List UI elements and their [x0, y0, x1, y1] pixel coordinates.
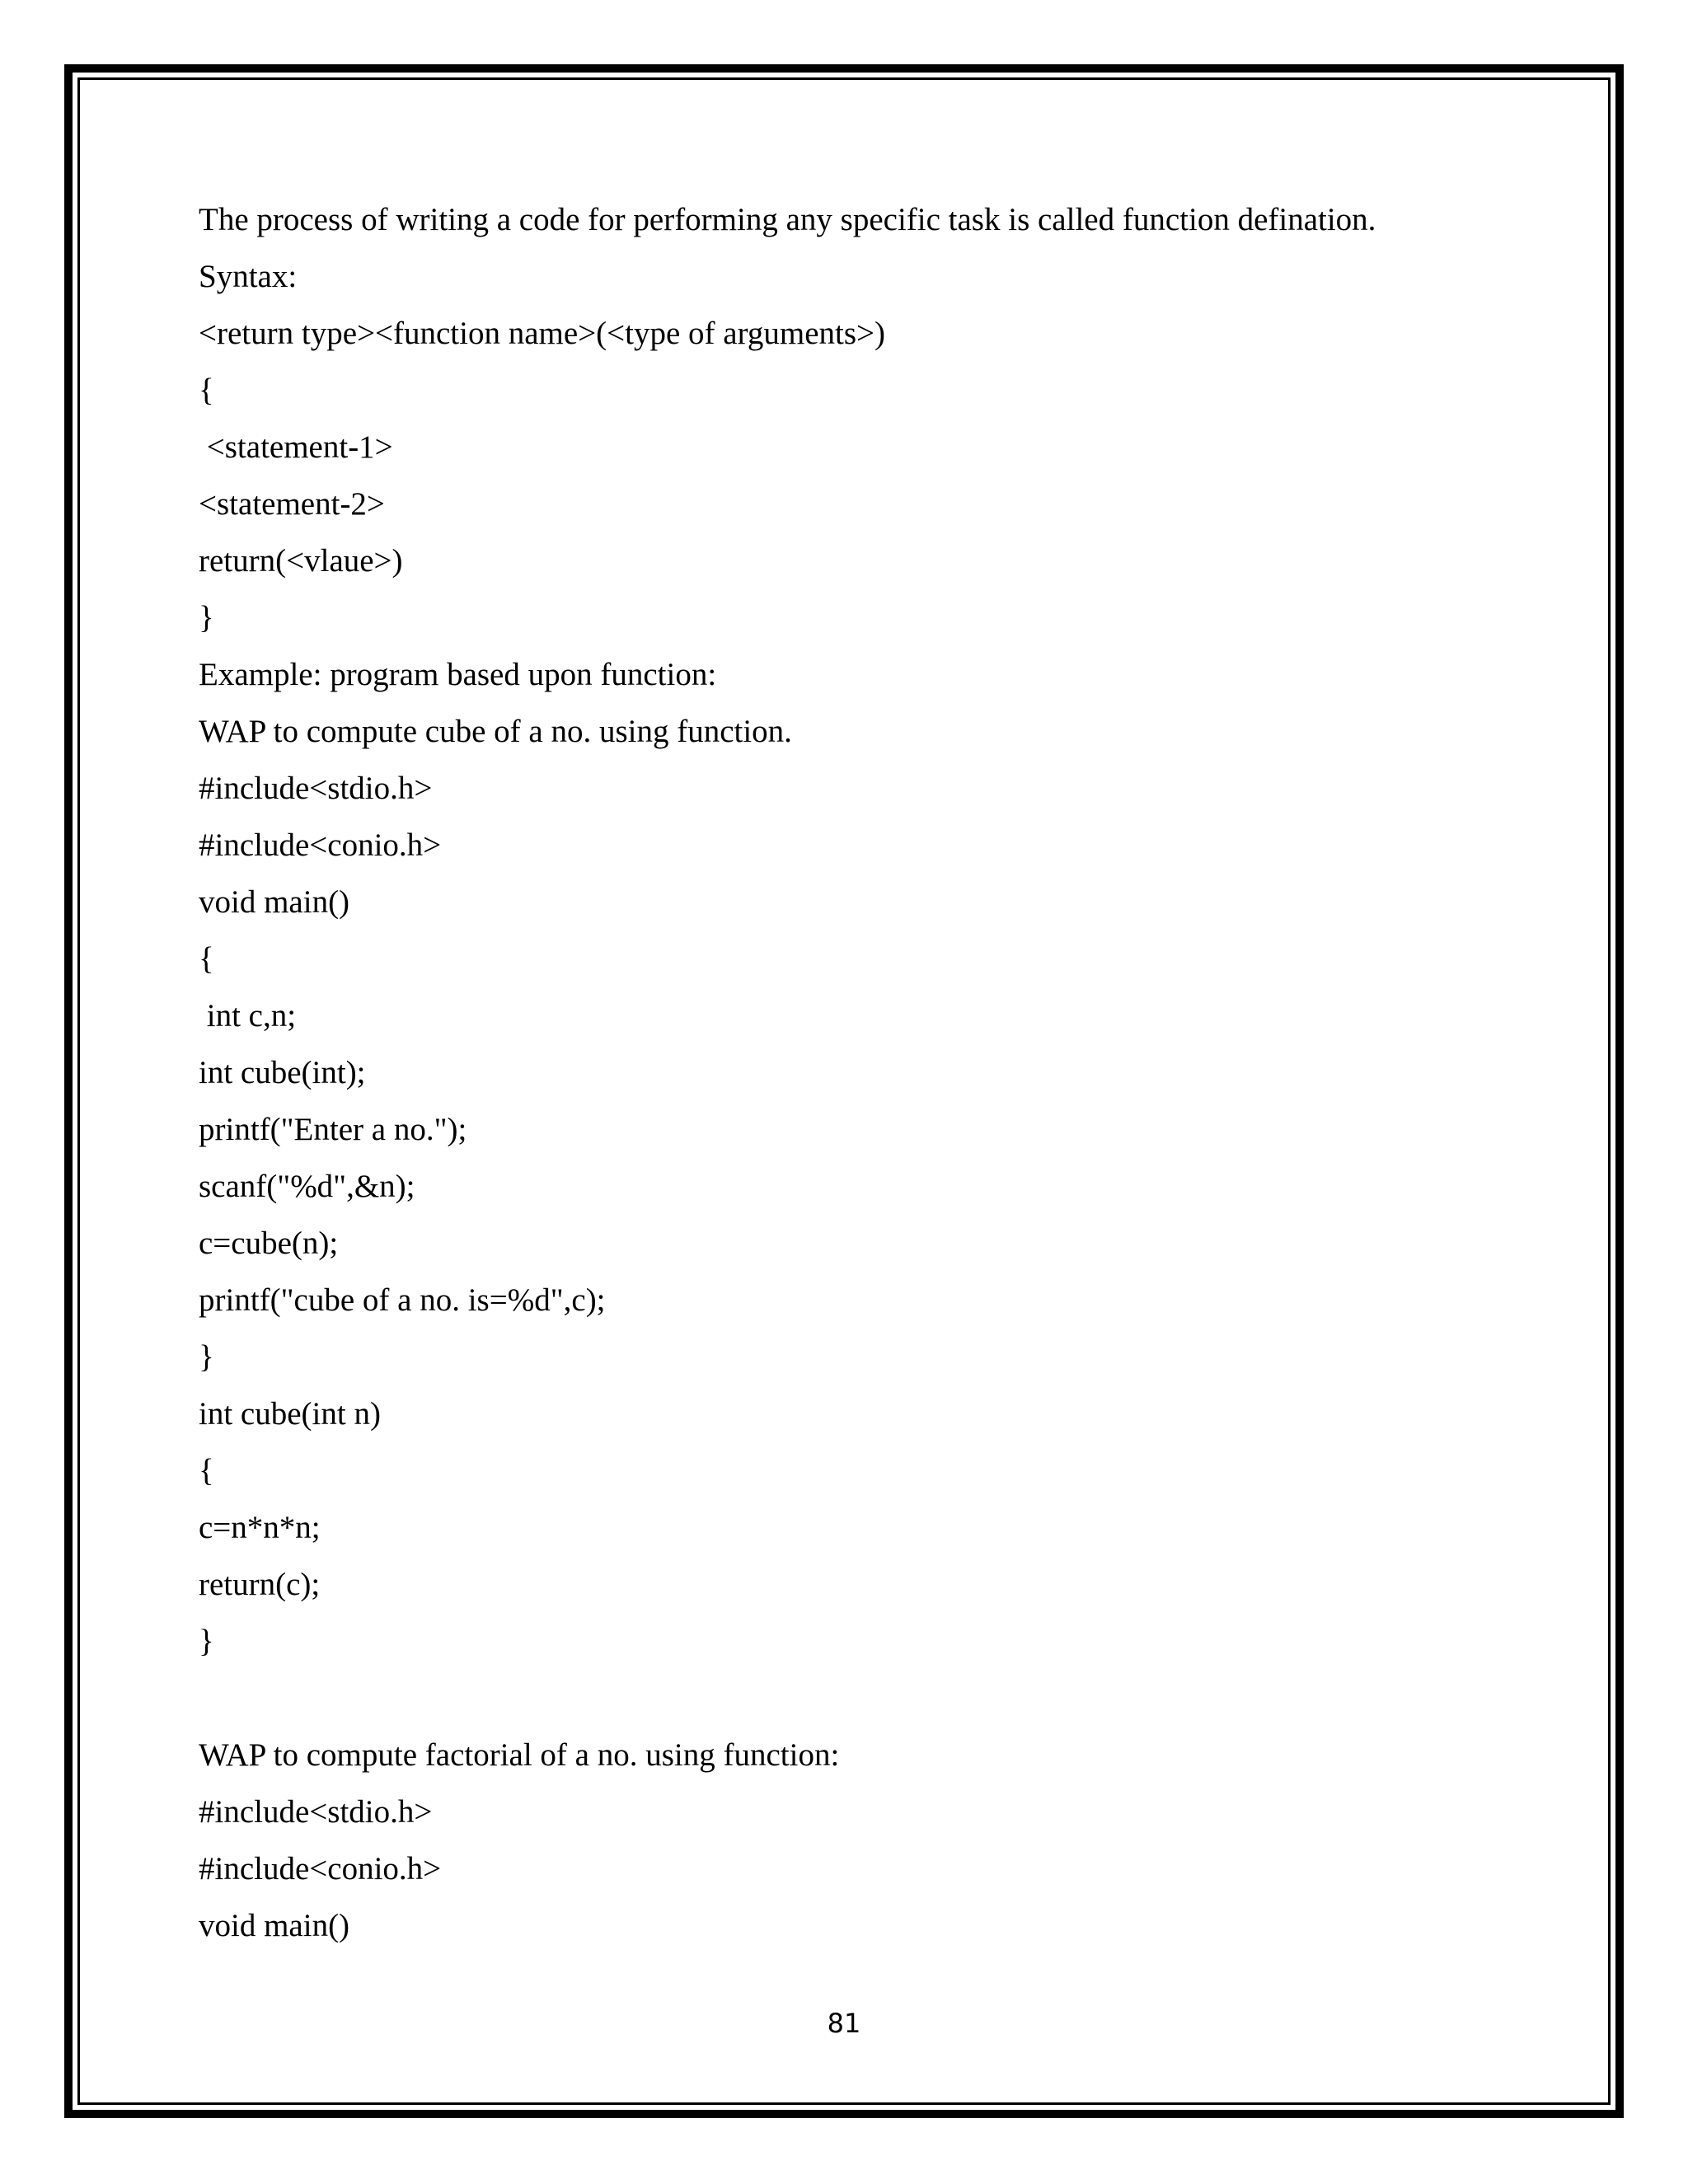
code-line: { [199, 373, 214, 408]
code-line: int c,n; [199, 998, 297, 1033]
text-line: Example: program based upon function: [199, 657, 717, 692]
text-line: Syntax: [199, 259, 298, 294]
code-line: <statement-1> [199, 429, 393, 465]
code-line: #include<stdio.h> [199, 771, 433, 806]
page-number: 81 [827, 2008, 861, 2039]
page-content [199, 191, 1484, 1954]
text-line: WAP to compute cube of a no. using function. [199, 714, 792, 749]
code-line: { [199, 1453, 214, 1488]
code-line: printf("cube of a no. is=%d",c); [199, 1282, 606, 1318]
text-line: WAP to compute factorial of a no. using function: [199, 1737, 840, 1773]
code-line: int cube(int); [199, 1055, 366, 1090]
code-line: c=cube(n); [199, 1226, 339, 1261]
code-line: } [199, 1624, 214, 1659]
code-line: #include<conio.h> [199, 827, 442, 863]
text-line: The process of writing a code for performing any specific task is called function defination. [199, 202, 1376, 237]
code-line: } [199, 600, 214, 635]
code-line: <statement-2> [199, 486, 385, 522]
code-line: scanf("%d",&n); [199, 1169, 415, 1204]
code-line: void main() [199, 1908, 350, 1943]
code-line: #include<conio.h> [199, 1851, 442, 1886]
code-line: { [199, 941, 214, 977]
code-line: <return type><function name>(<type of arguments>) [199, 316, 886, 351]
code-line: c=n*n*n; [199, 1510, 321, 1545]
code-line: void main() [199, 884, 350, 920]
code-line: #include<stdio.h> [199, 1794, 433, 1830]
blank-line [199, 1670, 1484, 1727]
code-line: int cube(int n) [199, 1396, 381, 1432]
code-line: return(<vlaue>) [199, 543, 403, 579]
code-line: printf("Enter a no."); [199, 1112, 467, 1147]
code-line: } [199, 1339, 214, 1375]
code-line: return(c); [199, 1567, 321, 1602]
